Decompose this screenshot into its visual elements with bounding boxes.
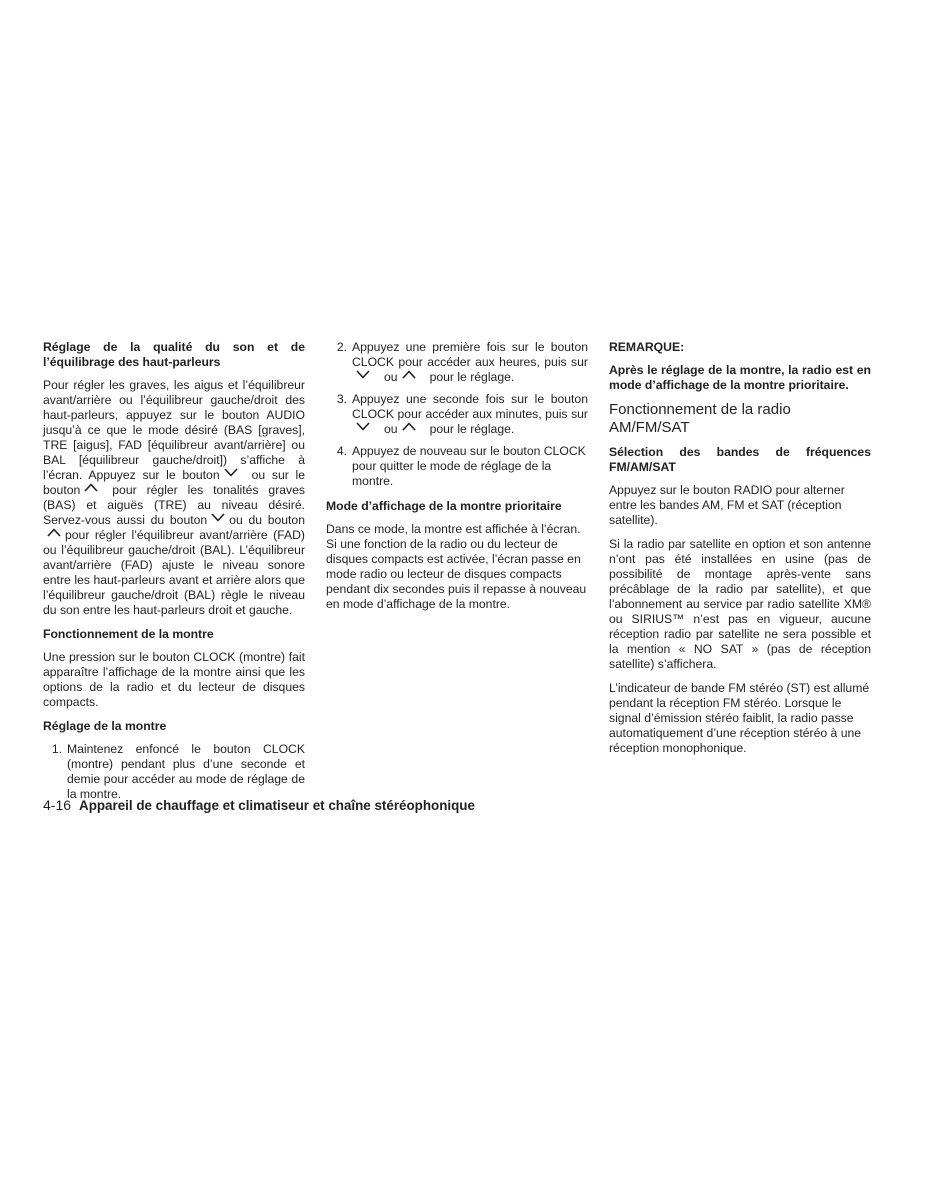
heading-band-selection: Sélection des bandes de fréquences FM/AM/SAT	[609, 445, 871, 474]
step-text	[352, 340, 588, 385]
step-number: 3.	[336, 392, 347, 406]
remark-text: Après le réglage de la montre, la radio est en mode d’affichage de la montre prioritaire.	[609, 363, 871, 392]
heading-sound-quality: Réglage de la qualité du son et de l’équilibrage des haut-parleurs	[43, 340, 305, 369]
section-title-radio: Fonctionnement de la radio AM/FM/SAT	[609, 401, 791, 436]
step-text: Maintenez enfoncé le bouton CLOCK (montre) pendant plus d’une seconde et demie pour accéder au mode de réglage de la montre.	[67, 742, 305, 801]
step-item	[326, 340, 588, 385]
text-segment: ou	[384, 422, 398, 436]
text-segment: pour régler l’équilibreur avant/arrière (FAD) ou l’équilibreur gauche/droit (BAL). L’équilibreur avant/arrière (FAD) ajuste le niveau sonore entre les haut-parleurs avant et arrière alors que l’équilibreur gauche/droit (BAL) règle le niveau du son entre les haut-parleurs droit et gauche.	[43, 528, 305, 617]
paragraph-band-selection: Appuyez sur le bouton RADIO pour alterner entre les bandes AM, FM et SAT (réception satellite).	[609, 483, 845, 527]
paragraph-sound-adjustment	[43, 378, 305, 618]
text-segment: pour le réglage.	[429, 422, 515, 436]
text-segment: Appuyez une seconde fois sur le bouton CLOCK pour accéder aux minutes, puis sur	[352, 392, 588, 421]
chevron-down-icon	[224, 468, 238, 477]
paragraph-clock-priority-mode: Dans ce mode, la montre est affichée à l’écran. Si une fonction de la radio ou du lecteur de disques compacts est activée, l’écran passe en mode radio ou lecteur de disques compacts pendant dix secondes puis il repasse à nouveau en mode d’affichage de la montre.	[326, 522, 587, 611]
text-segment: pour le réglage.	[429, 370, 515, 384]
heading-remark: REMARQUE:	[609, 340, 685, 354]
chevron-down-icon	[356, 370, 370, 379]
chevron-up-icon	[47, 528, 61, 537]
paragraph-clock-operation: Une pression sur le bouton CLOCK (montre) fait apparaître l’affichage de la montre ainsi que les options de la radio et du lecteur de disques compacts.	[43, 650, 305, 709]
chevron-up-icon	[402, 370, 416, 379]
column-left	[43, 340, 305, 812]
paragraph-fm-stereo: L’indicateur de bande FM stéréo (ST) est allumé pendant la réception FM stéréo. Lorsque le signal d’émission stéréo faiblit, la radio passe automatiquement d’une réception stéréo à une réception monophonique.	[609, 681, 870, 755]
text-segment: Pour régler les graves, les aigus et l’équilibreur avant/arrière ou l’équilibreur gauche/droit des haut-parleurs, appuyez sur le bouton AUDIO jusqu’à ce que le mode désiré (BAS [graves], TRE [aigus], FAD [équilibreur avant/arrière] ou BAL [équilibreur gauche/droit]) s’affiche à l’écran. Appuyez sur le bouton	[43, 378, 305, 482]
steps-list	[326, 340, 588, 489]
step-item	[326, 392, 588, 437]
step-text: Appuyez de nouveau sur le bouton CLOCK pour quitter le mode de réglage de la montre.	[352, 444, 586, 488]
column-right	[609, 340, 871, 765]
chevron-up-icon	[84, 483, 98, 492]
heading-clock-setting: Réglage de la montre	[43, 719, 167, 733]
text-segment: ou du bouton	[229, 513, 305, 527]
step-text	[352, 392, 588, 437]
step-number: 1.	[51, 742, 62, 756]
text-segment: pour régler les tonalités graves (BAS) et aiguës (TRE) au niveau désiré. Servez-vous aussi du bouton	[43, 483, 305, 527]
step-item	[326, 444, 588, 489]
column-middle	[326, 340, 588, 621]
text-segment: ou sur le bouton	[43, 468, 305, 497]
heading-clock-priority-mode: Mode d’affichage de la montre prioritaire	[326, 499, 562, 513]
step-number: 2.	[336, 340, 347, 354]
paragraph-satellite: Si la radio par satellite en option et son antenne n’ont pas été installées en usine (pas de possibilité de montage après-vente sans précâblage de la radio par satellite), et que l’abonnement au service par radio satellite XM® ou SIRIUS™ n’est pas en vigueur, aucune réception radio par satellite ne sera possible et la mention « NO SAT » (pas de réception satellite) s’affichera.	[609, 537, 871, 671]
step-number: 4.	[336, 444, 347, 458]
text-segment: ou	[384, 370, 398, 384]
page-footer	[43, 797, 475, 813]
text-segment: Appuyez une première fois sur le bouton CLOCK pour accéder aux heures, puis sur	[352, 340, 588, 369]
heading-clock-operation: Fonctionnement de la montre	[43, 627, 214, 641]
chevron-down-icon	[211, 513, 225, 522]
chevron-down-icon	[356, 422, 370, 431]
chevron-up-icon	[402, 422, 416, 431]
steps-list	[43, 742, 305, 802]
page-number: 4-16	[43, 797, 72, 813]
step-item	[43, 742, 305, 802]
chapter-title: Appareil de chauffage et climatiseur et chaîne stéréophonique	[79, 798, 475, 813]
